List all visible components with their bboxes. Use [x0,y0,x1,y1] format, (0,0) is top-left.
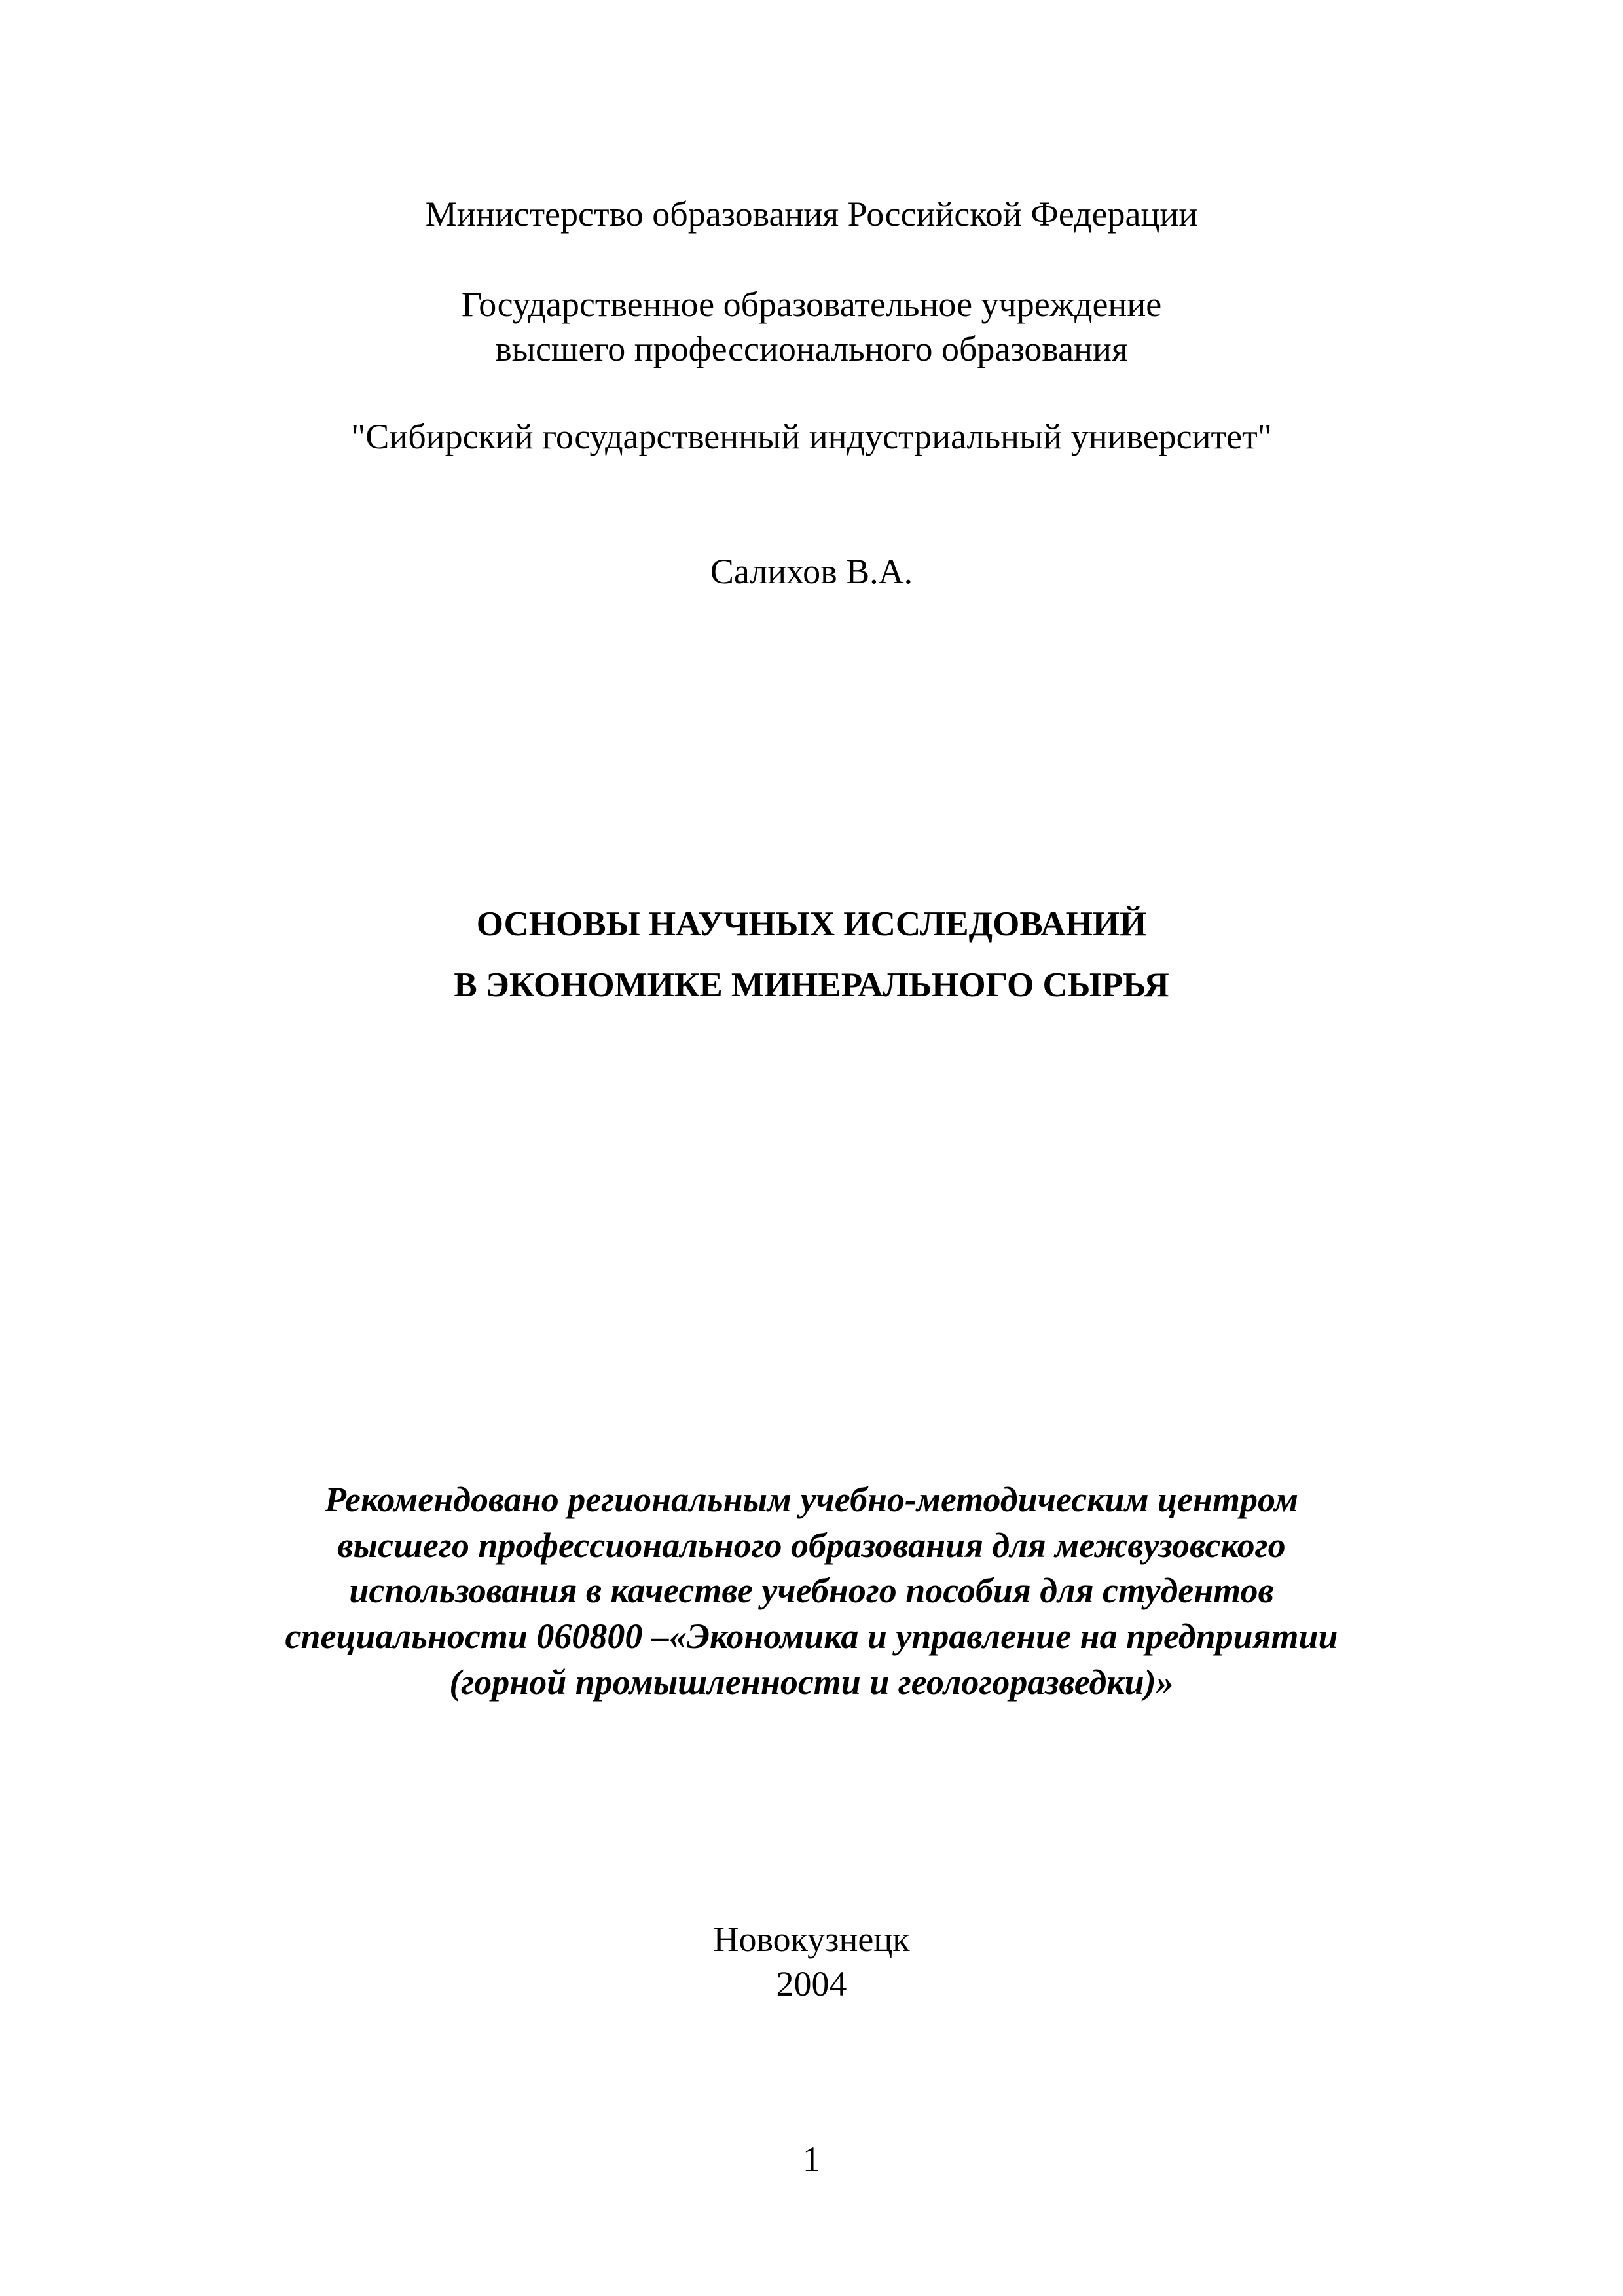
title-line-2: В ЭКОНОМИКЕ МИНЕРАЛЬНОГО СЫРЬЯ [454,966,1169,1004]
recommendation-line-4: специальности 060800 –«Экономика и управление на предприятии [285,1617,1338,1656]
imprint-city: Новокузнецк [713,1920,910,1959]
recommendation-line-3: использования в качестве учебного пособия для студентов [349,1571,1274,1610]
institution-line-1: Государственное образовательное учреждение [461,285,1162,324]
recommendation-line-5: (горной промышленности и геологоразведки)» [449,1662,1174,1702]
recommendation-line-1: Рекомендовано региональным учебно-методическим центром [325,1480,1298,1519]
imprint-year: 2004 [776,1964,847,2003]
ministry-line: Министерство образования Российской Федерации [425,194,1198,234]
recommendation-line-2: высшего профессионального образования для межвузовского [337,1526,1286,1565]
author-name: Салихов В.А. [710,552,913,591]
university-name: "Сибирский государственный индустриальный университет" [351,417,1272,456]
title-line-1: ОСНОВЫ НАУЧНЫХ ИССЛЕДОВАНИЙ [476,905,1147,943]
institution-line-2: высшего профессионального образования [495,329,1128,368]
page-number: 1 [803,2140,820,2179]
